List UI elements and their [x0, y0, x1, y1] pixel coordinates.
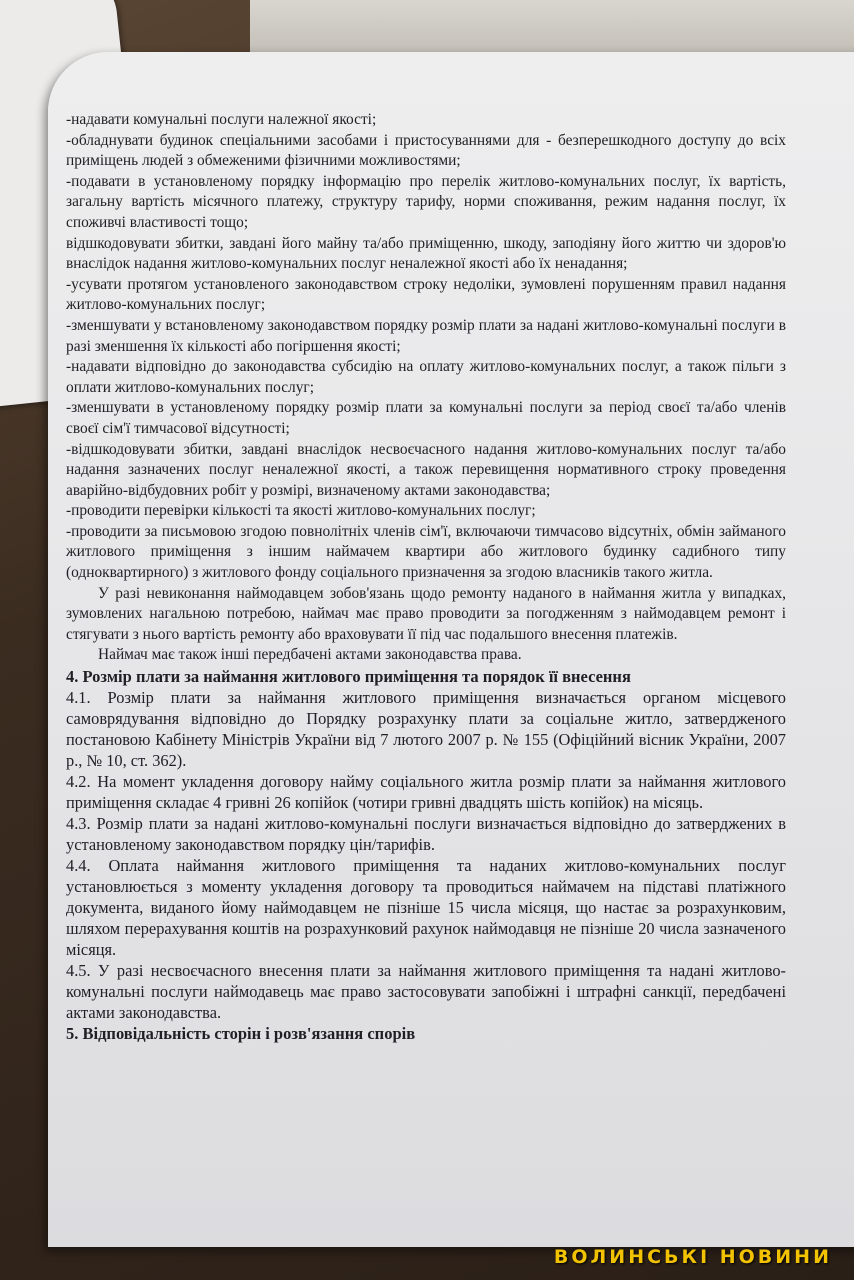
obligation-item: -надавати комунальні послуги належної якості;	[66, 111, 377, 128]
obligation-item: -зменшувати у встановленому законодавством порядку розмір плати за надані житлово-комунальні послуги в разі зменшення їх кількості або погіршення якості;	[66, 316, 786, 355]
document-text	[66, 110, 786, 1044]
clause-4-5: 4.5. У разі несвоєчасного внесення плати за наймання житлового приміщення та надані житлово-комунальні послуги наймодавець має право застосовувати запобіжні і штрафні санкції, передбачені актами законодавства.	[66, 961, 786, 1023]
clause-4-3: 4.3. Розмір плати за надані житлово-комунальні послуги визначається відповідно до затверджених в установленому законодавством порядку цін/тарифів.	[66, 814, 786, 855]
repair-paragraph: У разі невиконання наймодавцем зобов'язань щодо ремонту наданого в наймання житла у випадках, зумовлених нагальною потребою, наймач має право проводити за погодженням з наймодавцем ремонт і стягувати з нього вартість ремонту або враховувати її під час подальшого внесення платежів.	[66, 584, 786, 643]
clause-4-2: 4.2. На момент укладення договору найму соціального житла розмір плати за наймання житлового приміщення складає 4 гривні 26 копійок (чотири гривні двадцять шість копійок) на місяць.	[66, 772, 786, 813]
obligation-item: -подавати в установленому порядку інформацію про перелік житлово-комунальних послуг, їх вартість, загальну вартість місячного платежу, структуру тарифу, норми споживання, режим надання послуг, їх споживчі властивості тощо;	[66, 172, 786, 231]
obligation-item: -усувати протягом установленого законодавством строку недоліки, зумовлені порушенням правил надання житлово-комунальних послуг;	[66, 275, 786, 314]
other-rights-paragraph: Наймач має також інші передбачені актами законодавства права.	[98, 646, 522, 664]
obligation-item: -проводити за письмовою згодою повнолітніх членів сім'ї, включаючи тимчасово відсутніх, обмін займаного житлового приміщення з іншим наймачем квартири або житлового будинку садибного типу (одноквартирного) з житлового фонду соціального призначення за згодою власників такого житла.	[66, 522, 786, 582]
watermark-logo: ВОЛИНСЬКІ НОВИНИ	[553, 1246, 832, 1268]
obligation-item: -надавати відповідно до законодавства субсидію на оплату житлово-комунальних послуг, а також пільги з оплати житлово-комунальних послуг;	[66, 358, 786, 396]
clause-4-1: 4.1. Розмір плати за наймання житлового приміщення визначається органом місцевого самоврядування відповідно до Порядку розрахунку плати за соціальне житло, затвердженого постановою Кабінету Міністрів України від 7 лютого 2007 р. № 155 (Офіційний вісник України, 2007 р., № 10, ст. 362).	[66, 688, 786, 771]
obligation-item: відшкодовувати збитки, завдані його майну та/або приміщенню, шкоду, заподіяну його життю чи здоров'ю внаслідок надання житлово-комунальних послуг неналежної якості або їх ненадання;	[66, 234, 786, 273]
section-5-title: 5. Відповідальність сторін і розв'язання спорів	[66, 1024, 416, 1044]
section-4-title: 4. Розмір плати за наймання житлового приміщення та порядок її внесення	[66, 667, 631, 687]
obligation-item: -обладнувати будинок спеціальними засобами і пристосуваннями для - безперешкодного доступу до всіх приміщень людей з обмеженими фізичними можливостями;	[66, 131, 786, 170]
obligation-item: -зменшувати в установленому порядку розмір плати за комунальні послуги за період своєї та/або членів своєї сім'ї тимчасової відсутності;	[66, 399, 786, 437]
obligation-item: -відшкодовувати збитки, завдані внаслідок несвоєчасного надання житлово-комунальних послуг та/або надання зазначених послуг неналежної якості, а також перевищення нормативного строку проведення аварійно-відбудовних робіт у розмірі, визначеному актами законодавства;	[66, 440, 786, 499]
clause-4-4: 4.4. Оплата наймання житлового приміщення та наданих житлово-комунальних послуг установлюється з моменту укладення договору та проводиться наймачем на підставі платіжного документа, виданого йому наймодавцем не пізніше 15 числа місяця, що настає за розрахунковим, шляхом перерахування коштів на розрахунковий рахунок наймодавця не пізніше 20 числа зазначеного місяця.	[66, 856, 786, 960]
obligation-item: -проводити перевірки кількості та якості житлово-комунальних послуг;	[66, 502, 536, 520]
